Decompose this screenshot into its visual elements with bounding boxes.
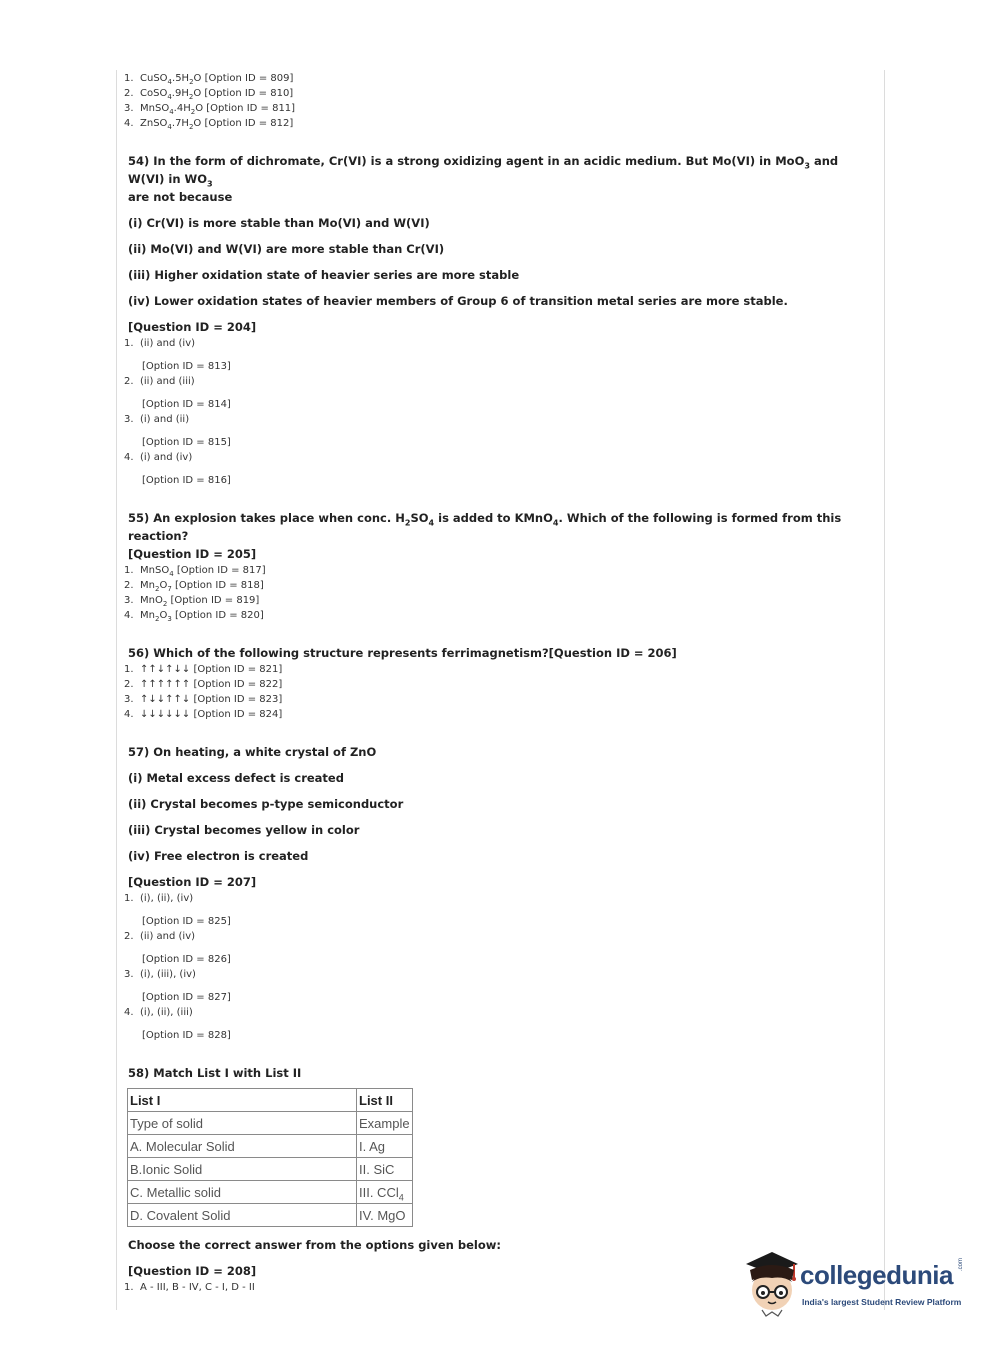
table-row xyxy=(128,1135,413,1158)
table-cell: III. CCl$_4$ xyxy=(357,1181,413,1204)
option-id: [Option ID = 826] xyxy=(142,954,231,965)
table-cell: B.Ionic Solid xyxy=(128,1158,357,1181)
question-id: [Question ID = 208] xyxy=(128,1264,257,1278)
statement: (iii) Higher oxidation state of heavier series are more stable xyxy=(128,268,520,282)
collegedunia-logo[interactable] xyxy=(742,1250,972,1320)
option-item: 1. MnSO$_4$ [Option ID = 817] xyxy=(124,565,266,578)
logo-com: .com xyxy=(958,1258,964,1272)
statement: (ii) Crystal becomes p-type semiconductor xyxy=(128,797,404,811)
question-text: 57) On heating, a white crystal of ZnO xyxy=(128,745,377,759)
option-id: [Option ID = 813] xyxy=(142,361,231,372)
option-item: 1. ↑↑↓↑↓↓ [Option ID = 821] xyxy=(124,664,283,675)
statement: (ii) Mo(VI) and W(VI) are more stable than Cr(VI) xyxy=(128,242,445,256)
option-item: 3. $MnSO_4.4H_2O$ [Option ID = 811] xyxy=(124,103,296,116)
question-55 xyxy=(124,509,874,623)
table-header-row xyxy=(128,1089,413,1112)
option-item: 2. (ii) and (iii) xyxy=(124,376,195,387)
option-id: [Option ID = 825] xyxy=(142,916,231,927)
table-row xyxy=(128,1181,413,1204)
question-57 xyxy=(124,743,874,1043)
option-id: [Option ID = 827] xyxy=(142,992,231,1003)
question-id: [Question ID = 207] xyxy=(128,875,257,889)
option-item: 1. (ii) and (iv) xyxy=(124,338,196,349)
table-header: List I xyxy=(128,1089,357,1112)
table-row xyxy=(128,1158,413,1181)
document-content xyxy=(124,71,874,1295)
statement: (i) Cr(VI) is more stable than Mo(VI) and W(VI) xyxy=(128,216,430,230)
option-id: [Option ID = 828] xyxy=(142,1030,231,1041)
page-border-right xyxy=(884,70,885,1310)
option-item: 4. ↓↓↓↓↓↓ [Option ID = 824] xyxy=(124,709,283,720)
table-cell: IV. MgO xyxy=(357,1204,413,1227)
option-item: 3. (i), (iii), (iv) xyxy=(124,969,196,980)
option-item: 1. $CuSO_4.5H_2O$ [Option ID = 809] xyxy=(124,73,294,86)
table-cell: C. Metallic solid xyxy=(128,1181,357,1204)
option-id: [Option ID = 815] xyxy=(142,437,231,448)
logo-tagline: India's largest Student Review Platform xyxy=(802,1297,962,1307)
option-item: 4. (i) and (iv) xyxy=(124,452,193,463)
option-item: 1. (i), (ii), (iv) xyxy=(124,893,194,904)
question-text: 54) In the form of dichromate, Cr(VI) is a strong oxidizing agent in an acidic medium. But Mo(VI) in MoO$_3$ and W(VI) in $WO_3$ xyxy=(128,154,839,189)
statement: (iii) Crystal becomes yellow in color xyxy=(128,823,360,837)
option-item: 4. $ZnSO_4.7H_2O$ [Option ID = 812] xyxy=(124,118,294,131)
question-text: 55) An explosion takes place when conc. $H_2SO_4$ is added to KMnO$_4$. Which of the following is formed from this reaction? xyxy=(128,511,842,543)
table-cell: Example xyxy=(357,1112,413,1135)
option-id: [Option ID = 816] xyxy=(142,475,231,486)
option-item: 2. ↑↑↑↑↑↑ [Option ID = 822] xyxy=(124,679,283,690)
question-id: [Question ID = 205] xyxy=(128,547,257,561)
logo-wordmark: collegedunia xyxy=(800,1260,953,1290)
question-text: 56) Which of the following structure represents ferrimagnetism?[Question ID = 206] xyxy=(128,646,677,660)
option-item: 2. $Mn_2O_7$ [Option ID = 818] xyxy=(124,580,264,593)
table-cell: D. Covalent Solid xyxy=(128,1204,357,1227)
match-table xyxy=(127,1088,413,1227)
table-row xyxy=(128,1112,413,1135)
page-border-left xyxy=(116,70,117,1310)
option-item: 2. $CoSO_4.9H_2O$ [Option ID = 810] xyxy=(124,88,294,101)
option-item: 1. A - III, B - IV, C - I, D - II xyxy=(124,1282,255,1293)
table-header: List II xyxy=(357,1089,413,1112)
table-row xyxy=(128,1204,413,1227)
option-item: 2. (ii) and (iv) xyxy=(124,931,196,942)
question-56 xyxy=(124,644,874,722)
option-item: 4. (i), (ii), (iii) xyxy=(124,1007,193,1018)
statement: (iv) Free electron is created xyxy=(128,849,309,863)
question-text-cont: are not because xyxy=(128,190,233,204)
question-text: 58) Match List I with List II xyxy=(128,1066,302,1080)
table-cell: A. Molecular Solid xyxy=(128,1135,357,1158)
table-cell: II. SiC xyxy=(357,1158,413,1181)
option-id: [Option ID = 814] xyxy=(142,399,231,410)
statement: (iv) Lower oxidation states of heavier members of Group 6 of transition metal series are more stable. xyxy=(128,294,788,308)
table-cell: I. Ag xyxy=(357,1135,413,1158)
question-id: [Question ID = 204] xyxy=(128,320,257,334)
option-item: 3. MnO$_2$ [Option ID = 819] xyxy=(124,595,260,608)
question-54 xyxy=(124,152,874,488)
statement: (i) Metal excess defect is created xyxy=(128,771,344,785)
instruction-text: Choose the correct answer from the options given below: xyxy=(128,1238,501,1252)
q53-options xyxy=(124,71,874,131)
table-cell: Type of solid xyxy=(128,1112,357,1135)
option-item: 4. $Mn_2O_3$ [Option ID = 820] xyxy=(124,610,264,623)
mascot-icon xyxy=(742,1250,804,1320)
option-item: 3. ↑↓↓↑↑↓ [Option ID = 823] xyxy=(124,694,283,705)
option-item: 3. (i) and (ii) xyxy=(124,414,190,425)
